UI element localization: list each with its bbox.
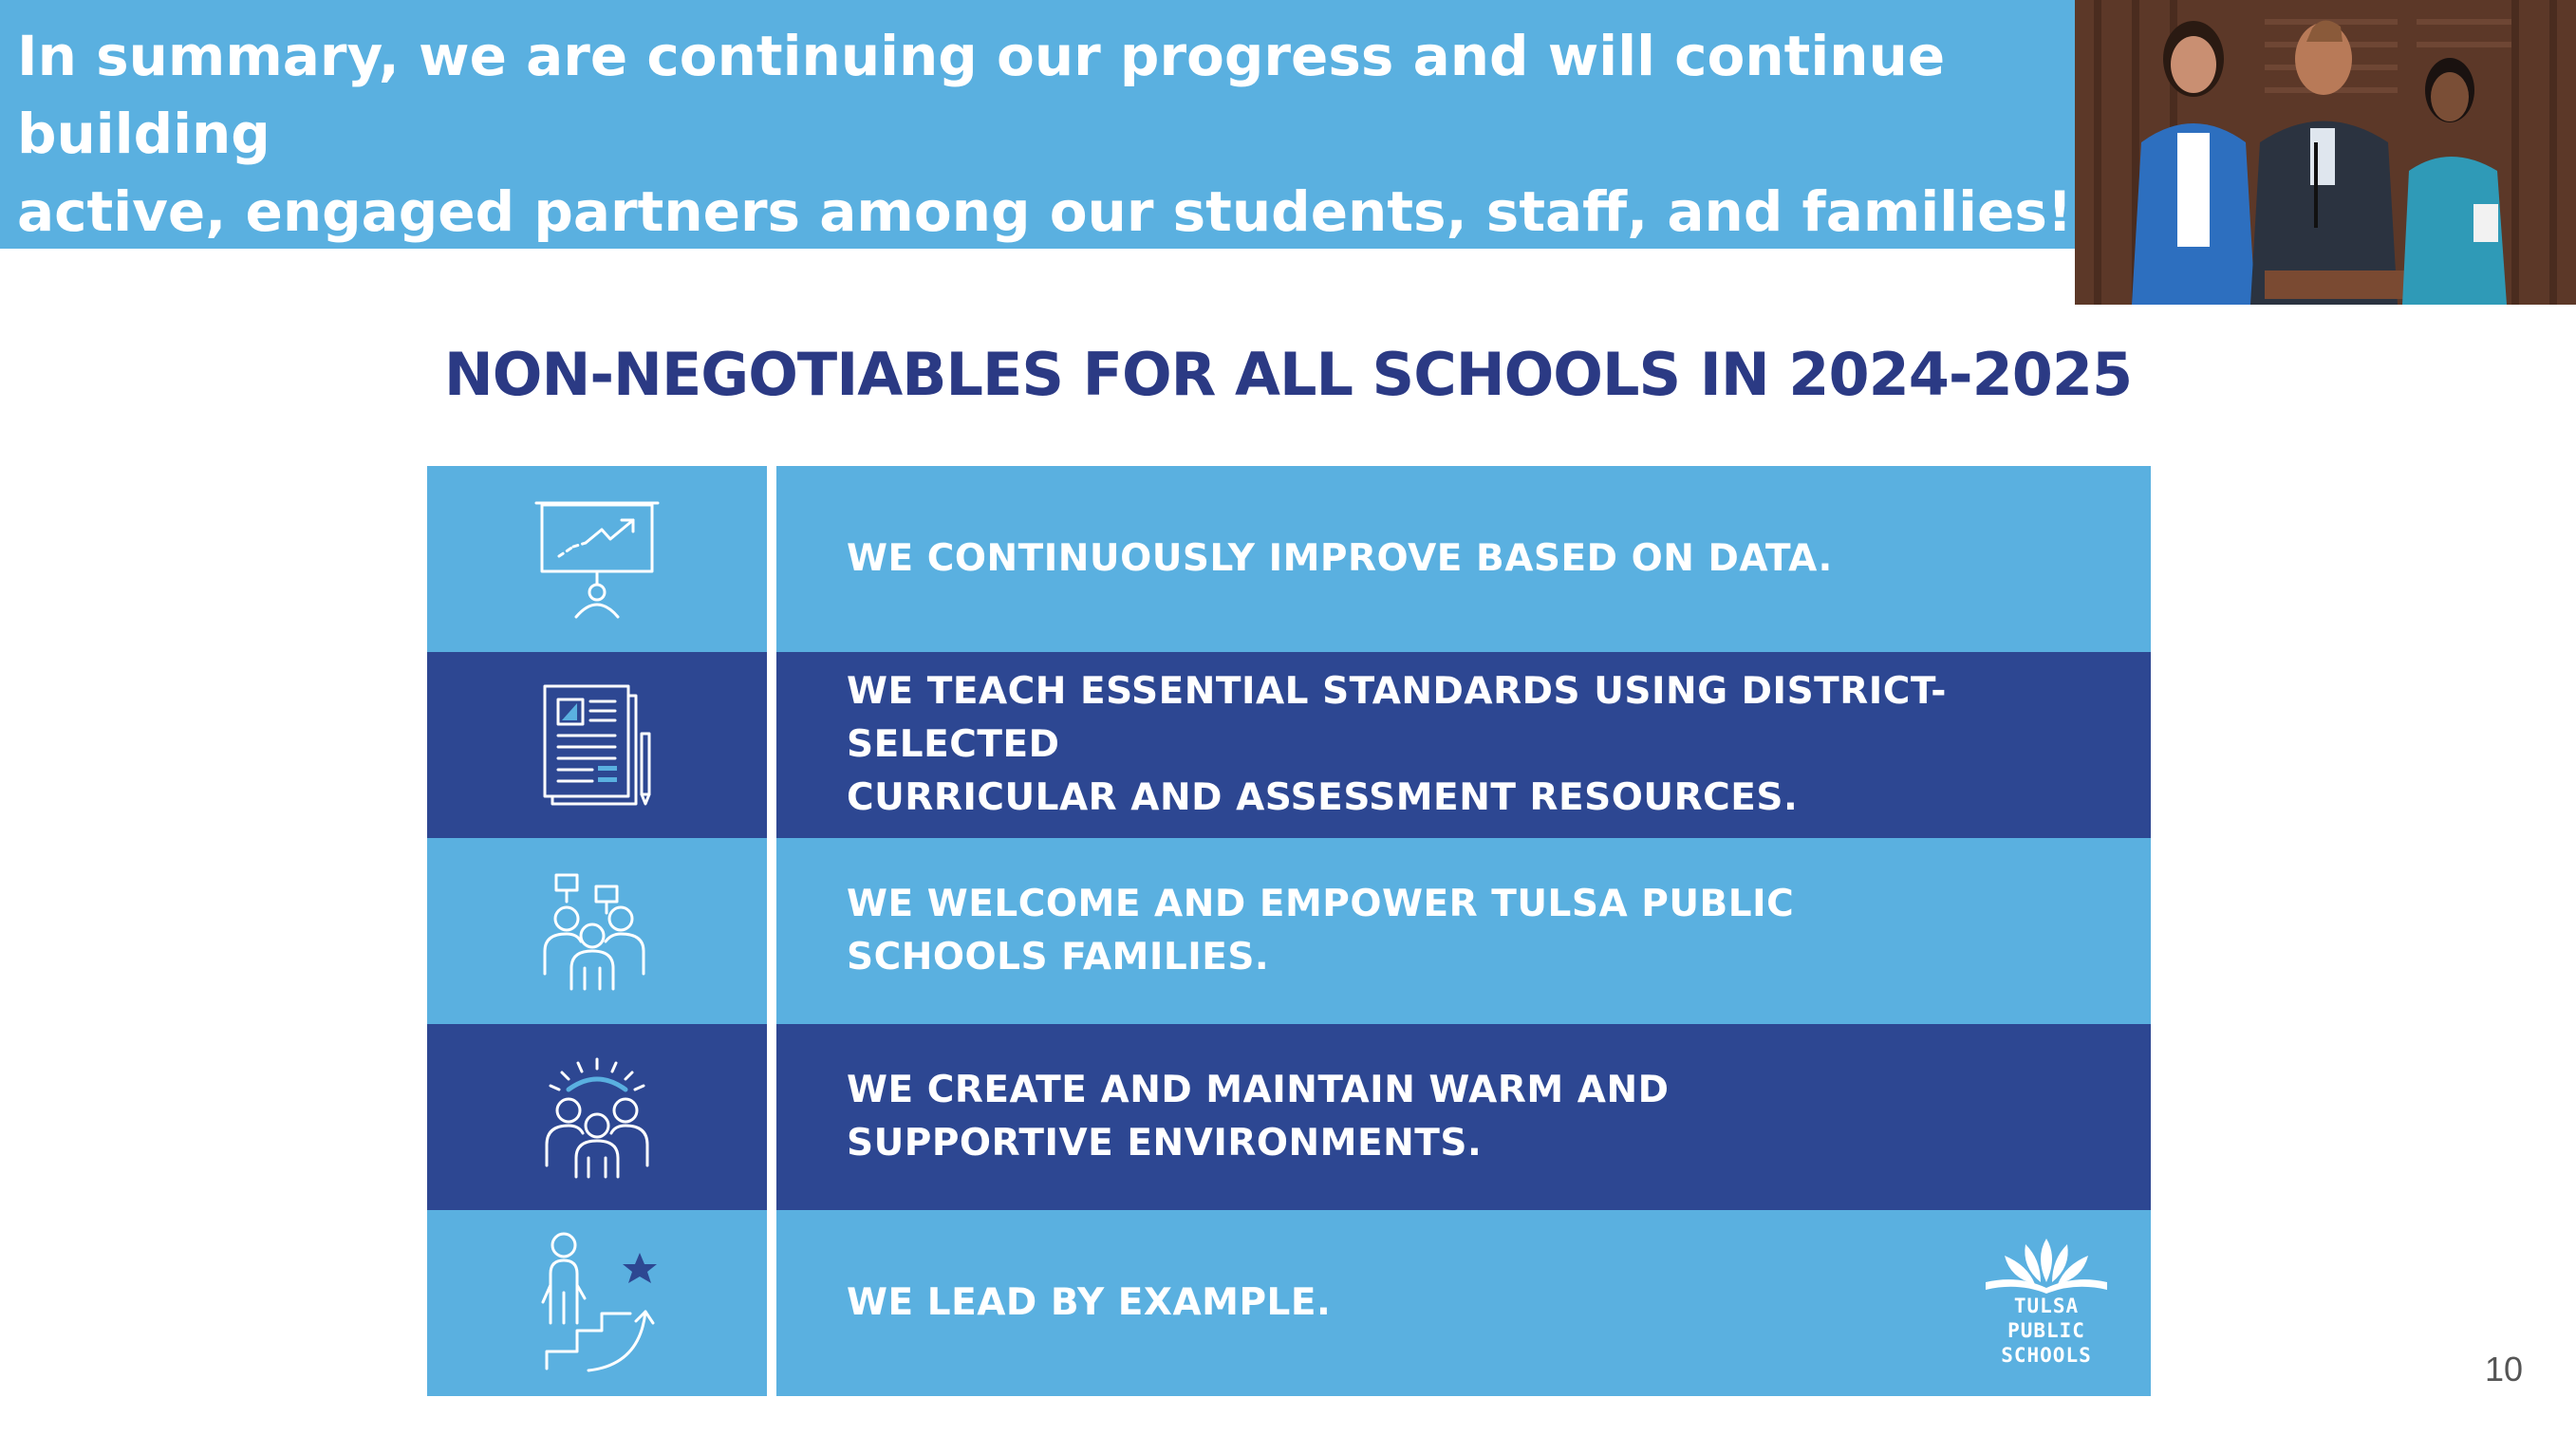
row-text: WE CONTINUOUSLY IMPROVE BASED ON DATA. <box>847 537 1833 580</box>
page-number: 10 <box>2485 1350 2524 1388</box>
presentation-chart-icon <box>531 497 663 621</box>
text-cell <box>776 838 2151 1024</box>
icon-cell <box>427 1024 767 1210</box>
icon-cell <box>427 652 767 838</box>
text-cell <box>776 1210 2151 1396</box>
text-cell <box>776 652 2151 838</box>
tulsa-public-schools-logo <box>1970 1233 2122 1368</box>
icon-cell <box>427 466 767 652</box>
logo-text: TULSA PUBLIC SCHOOLS <box>2001 1295 2092 1367</box>
column-divider <box>767 466 776 1396</box>
book-lotus-logo-icon <box>1980 1233 2113 1294</box>
summary-text: In summary, we are continuing our progress and will continue building active, engaged partners among our students, staff, and families! <box>17 24 2073 244</box>
row-improve-data <box>427 466 2151 652</box>
family-group-icon <box>535 869 659 993</box>
person-stairs-star-icon <box>535 1232 659 1374</box>
icon-cell <box>427 838 767 1024</box>
row-warm-environments <box>427 1024 2151 1210</box>
document-pencil-icon <box>535 679 659 811</box>
row-text: WE WELCOME AND EMPOWER TULSA PUBLIC SCHOOLS FAMILIES. <box>847 883 1795 978</box>
row-text: WE TEACH ESSENTIAL STANDARDS USING DISTRICT-SELECTED CURRICULAR AND ASSESSMENT RESOURCES. <box>847 670 1947 819</box>
group-sunrise-icon <box>535 1055 659 1179</box>
slide-title: NON-NEGOTIABLES FOR ALL SCHOOLS IN 2024-2025 <box>443 340 2133 409</box>
non-negotiables-table <box>427 466 2151 1396</box>
row-essential-standards <box>427 652 2151 838</box>
row-welcome-families <box>427 838 2151 1024</box>
row-text: WE CREATE AND MAINTAIN WARM AND SUPPORTIVE ENVIRONMENTS. <box>847 1069 1670 1165</box>
speakers-video-image <box>2075 0 2576 305</box>
speaker-video-feed[interactable] <box>2075 0 2576 305</box>
icon-cell <box>427 1210 767 1396</box>
text-cell <box>776 466 2151 652</box>
text-cell <box>776 1024 2151 1210</box>
row-text: WE LEAD BY EXAMPLE. <box>847 1281 1332 1324</box>
row-lead-by-example <box>427 1210 2151 1396</box>
